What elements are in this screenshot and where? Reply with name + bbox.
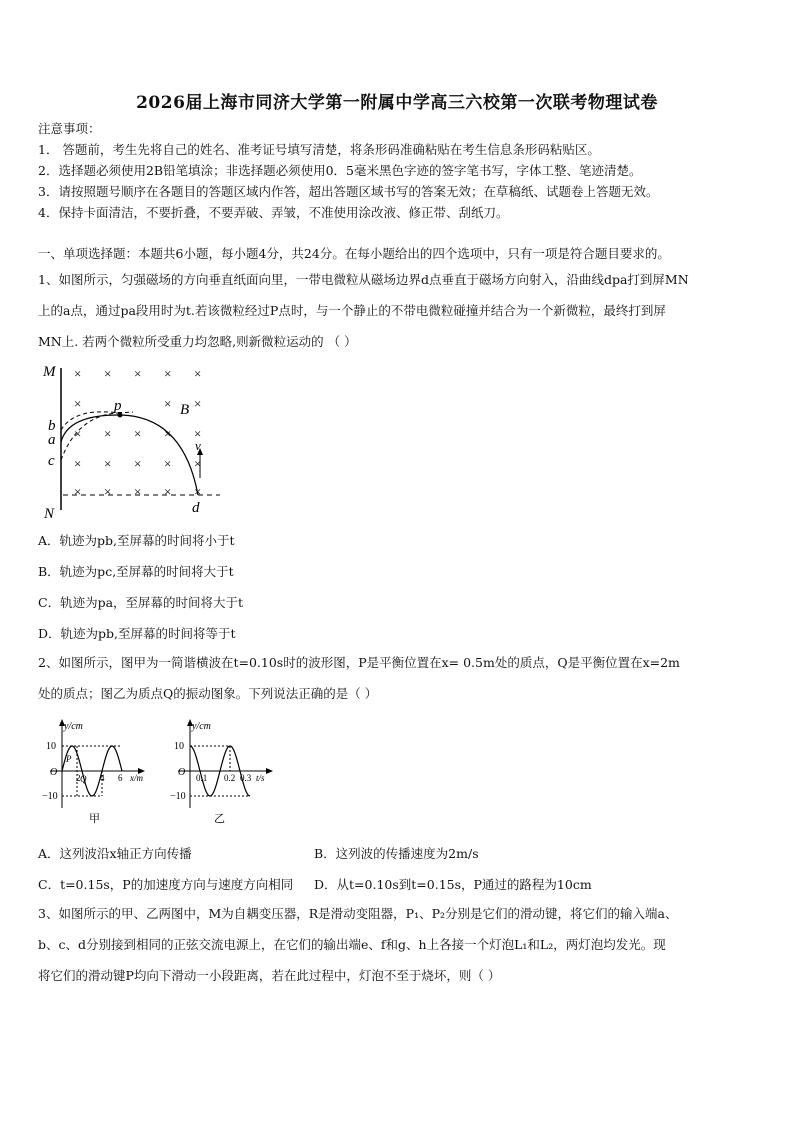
note-item-3: 3．请按照题号顺序在各题目的答题区域内作答，超出答题区域书写的答案无效；在草稿纸、试题卷上答题无效。 — [38, 184, 659, 199]
jia-caption: 甲 — [89, 813, 100, 825]
page-title: 2026届上海市同济大学第一附属中学高三六校第一次联考物理试卷 — [136, 93, 658, 113]
field-cross: × — [134, 426, 142, 441]
section-heading: 一、单项选择题：本题共6小题，每小题4分，共24分。在每小题给出的四个选项中，只有一项是符合题目要求的。 — [38, 246, 670, 261]
q3-text-line-2: b、c、d分别接到相同的正弦交流电源上，在它们的输出端e、f和g、h上各接一个灯泡L₁和L₂，两灯泡均发光。现 — [38, 937, 666, 952]
label-M: M — [43, 364, 56, 380]
q2-figure-jia — [42, 716, 152, 826]
q2-option-d: D．从t=0.10s到t=0.15s，P通过的路程为10cm — [314, 877, 592, 892]
field-cross: × — [74, 456, 82, 471]
jia-x4: 4 — [100, 773, 105, 783]
jia-ylabel: y/cm — [64, 721, 83, 732]
note-item-1: 1． 答题前，考生先将自己的姓名、准考证号填写清楚，将条形码准确粘贴在考生信息条形码粘贴区。 — [38, 142, 600, 157]
label-p: p — [114, 398, 122, 414]
yi-x03: 0.3 — [240, 773, 252, 783]
q1-option-b: B．轨迹为pc,至屏幕的时间将大于t — [38, 564, 234, 579]
field-cross: × — [164, 456, 172, 471]
field-cross: × — [194, 484, 202, 499]
field-cross: × — [134, 456, 142, 471]
field-cross: × — [164, 426, 172, 441]
q1-text-line-3: MN上. 若两个微粒所受重力均忽略,则新微粒运动的 （ ） — [38, 334, 357, 349]
yi-xlabel: t/s — [256, 773, 265, 783]
field-cross: × — [194, 396, 202, 411]
q3-text-line-1: 3、如图所示的甲、乙两图中，M为自耦变压器，R是滑动变阻器，P₁、P₂分别是它们的滑动键，将它们的输入端a、 — [38, 906, 678, 921]
q2-text-line-1: 2、如图所示，图甲为一简谐横波在t=0.10s时的波形图，P是平衡位置在x= 0.5m处的质点，Q是平衡位置在x=2m — [38, 655, 680, 670]
jia-x2: 2 — [76, 773, 81, 783]
q2-text-line-2: 处的质点；图乙为质点Q的振动图象。下列说法正确的是（ ） — [38, 686, 378, 701]
label-c: c — [48, 453, 55, 469]
field-cross: × — [104, 484, 112, 499]
jia-y10: 10 — [46, 741, 56, 752]
field-cross: × — [164, 366, 172, 381]
yi-x01: 0.1 — [196, 773, 208, 783]
field-cross: × — [194, 366, 202, 381]
yi-y10: 10 — [174, 741, 184, 752]
label-a: a — [48, 432, 56, 448]
jia-x6: 6 — [118, 773, 123, 783]
yi-origin: O — [178, 767, 186, 778]
label-N: N — [44, 506, 55, 522]
yi-ym10: −10 — [170, 791, 186, 802]
note-item-2: 2．选择题必须使用2B铅笔填涂；非选择题必须使用0．5毫米黑色字迹的签字笔书写，字体工整、笔迹清楚。 — [38, 163, 642, 178]
field-cross: × — [194, 426, 202, 441]
q2-option-c: C．t=0.15s，P的加速度方向与速度方向相同 — [38, 877, 294, 892]
q1-text-line-1: 1、如图所示，匀强磁场的方向垂直纸面向里，一带电微粒从磁场边界d点垂直于磁场方向射入，沿曲线dpa打到屏MN — [38, 272, 689, 287]
trajectory-dpa — [61, 415, 198, 495]
q1-magnetic-field-figure — [38, 360, 228, 525]
label-b: b — [48, 418, 56, 434]
field-cross: × — [194, 456, 202, 471]
field-cross: × — [134, 366, 142, 381]
jia-Q: Q — [80, 774, 87, 784]
jia-P: P — [66, 754, 72, 764]
label-B: B — [180, 402, 190, 418]
field-cross: × — [104, 456, 112, 471]
label-d: d — [192, 500, 200, 516]
q1-text-line-2: 上的a点，通过pa段用时为t.若该微粒经过P点时，与一个静止的不带电微粒碰撞并结合为一个新微粒，最终打到屏 — [38, 303, 666, 318]
notes-heading: 注意事项： — [38, 121, 101, 136]
note-item-4: 4．保持卡面清洁，不要折叠，不要弄破、弄皱，不准使用涂改液、修正带、刮纸刀。 — [38, 205, 509, 220]
q2-option-a: A．这列波沿x轴正方向传播 — [38, 846, 192, 861]
field-cross: × — [104, 366, 112, 381]
label-v: v — [195, 438, 201, 453]
field-cross: × — [74, 396, 82, 411]
field-cross: × — [74, 366, 82, 381]
jia-origin: O — [50, 767, 58, 778]
q2-figure-yi — [170, 716, 280, 826]
q2-option-b: B．这列波的传播速度为2m/s — [314, 846, 479, 861]
field-cross: × — [164, 396, 172, 411]
field-cross: × — [74, 484, 82, 499]
field-cross: × — [164, 484, 172, 499]
field-cross: × — [104, 426, 112, 441]
jia-xlabel: x/m — [130, 773, 143, 783]
field-cross: × — [134, 484, 142, 499]
q1-option-a: A．轨迹为pb,至屏幕的时间将小于t — [38, 533, 235, 548]
q1-option-c: C．轨迹为pa，至屏幕的时间将大于t — [38, 595, 244, 610]
jia-ym10: −10 — [42, 791, 58, 802]
field-crosses — [74, 366, 201, 499]
yi-x02: 0.2 — [224, 773, 236, 783]
yi-ylabel: y/cm — [192, 721, 211, 732]
yi-caption: 乙 — [214, 813, 225, 825]
q3-text-line-3: 将它们的滑动键P均向下滑动一小段距离，若在此过程中，灯泡不至于烧坏，则（ ） — [38, 968, 501, 983]
field-cross: × — [74, 426, 82, 441]
q1-option-d: D．轨迹为pb,至屏幕的时间将等于t — [38, 626, 236, 641]
